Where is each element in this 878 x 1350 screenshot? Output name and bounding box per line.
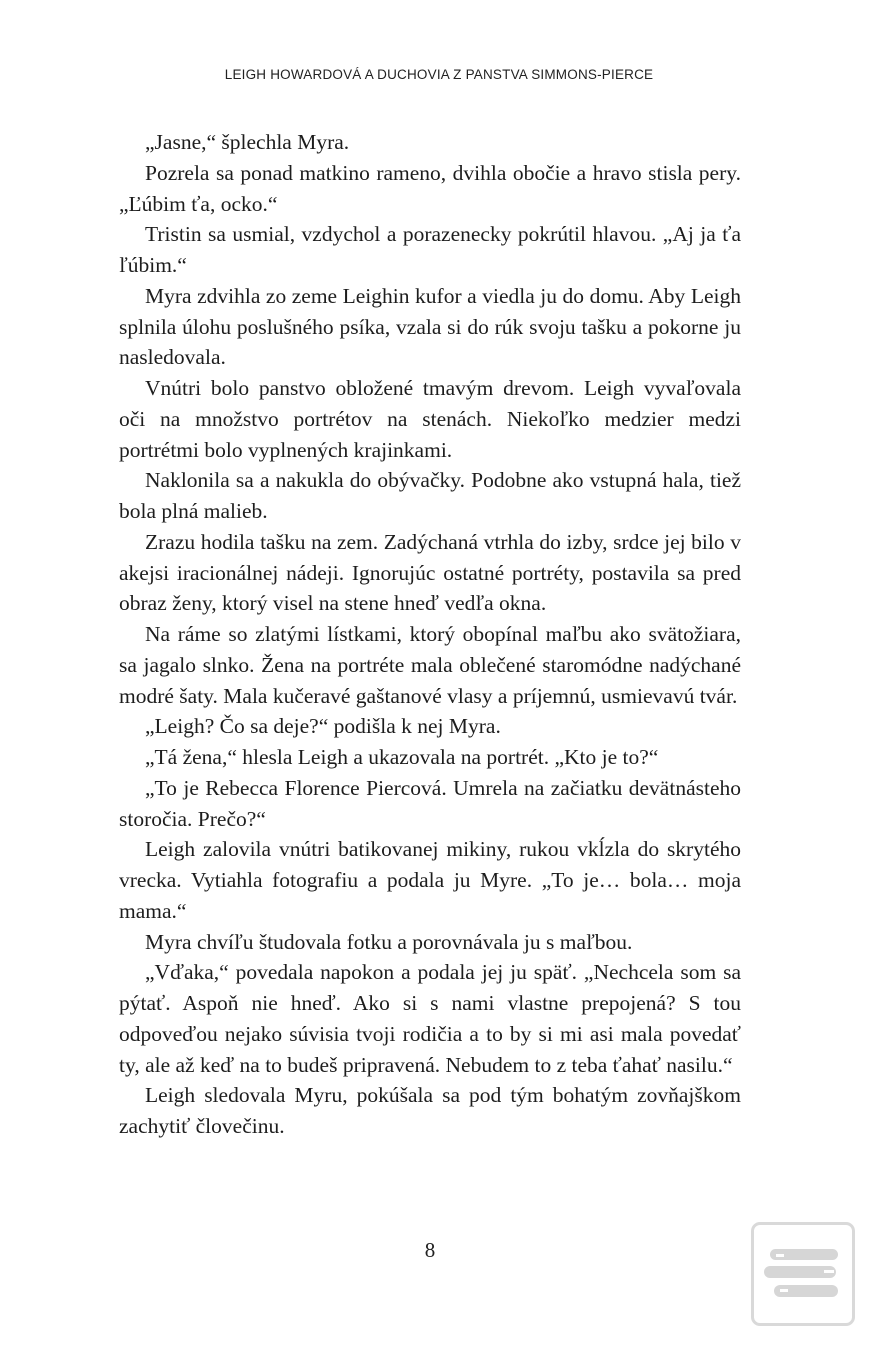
paragraph-14: „Vďaka,“ povedala napokon a podala jej ju späť. „Nechcela som sa pýtať. Aspoň nie hneď. Ako si s nami vlastne prepojená? S tou odpoveďou nejako súvisia tvoji rodičia a to by si mi asi mala povedať ty, ale až keď na to budeš pripravená. Nebudem to z teba ťahať nasilu.“ <box>119 960 741 1077</box>
paragraph-13: Myra chvíľu študovala fotku a porovnávala ju s maľbou. <box>145 929 633 954</box>
running-header: LEIGH HOWARDOVÁ A DUCHOVIA Z PANSTVA SIMMONS-PIERCE <box>224 67 654 82</box>
body-text <box>119 127 741 1142</box>
reader-badge[interactable] <box>751 1222 855 1326</box>
book-stack-icon <box>754 1225 852 1323</box>
paragraph-7: Zrazu hodila tašku na zem. Zadýchaná vtrhla do izby, srdce jej bilo v akejsi iracionálnej nádeji. Ignorujúc ostatné portréty, postavila sa pred obraz ženy, ktorý visel na stene hneď vedľa okna. <box>119 529 741 616</box>
paragraph-1: „Jasne,“ šplechla Myra. <box>145 130 350 154</box>
paragraph-15: Leigh sledovala Myru, pokúšala sa pod tým bohatým zovňajškom zachytiť človečinu. <box>119 1083 741 1138</box>
paragraph-12: Leigh zalovila vnútri batikovanej mikiny, rukou vkĺzla do skrytého vrecka. Vytiahla fotografiu a podala ju Myre. „To je… bola… moja mama.“ <box>119 837 741 923</box>
paragraph-5: Vnútri bolo panstvo obložené tmavým drevom. Leigh vyvaľovala oči na množstvo portrétov na stenách. Niekoľko medzier medzi portrétmi bolo vyplnených krajinkami. <box>119 376 741 462</box>
paragraph-2: Pozrela sa ponad matkino rameno, dvihla obočie a hravo stisla pery. „Ľúbim ťa, ocko.“ <box>119 160 741 216</box>
paragraph-10: „Tá žena,“ hlesla Leigh a ukazovala na portrét. „Kto je to?“ <box>145 745 659 769</box>
paragraph-11: „To je Rebecca Florence Piercová. Umrela na začiatku devätnásteho storočia. Prečo?“ <box>119 775 741 831</box>
paragraph-4: Myra zdvihla zo zeme Leighin kufor a viedla ju do domu. Aby Leigh splnila úlohu poslušného psíka, vzala si do rúk svoju tašku a pokorne ju nasledovala. <box>119 283 741 370</box>
paragraph-9: „Leigh? Čo sa deje?“ podišla k nej Myra. <box>145 714 501 739</box>
paragraph-6: Naklonila sa a nakukla do obývačky. Podobne ako vstupná hala, tiež bola plná malieb. <box>119 468 741 523</box>
page-number: 8 <box>424 1238 436 1262</box>
paragraph-8: Na ráme so zlatými lístkami, ktorý obopínal maľbu ako svätožiara, sa jagalo slnko. Žena na portréte mala oblečené staromódne nadýchané modré šaty. Mala kučeravé gaštanové vlasy a príjemnú, usmievavú tvár. <box>119 622 741 708</box>
paragraph-3: Tristin sa usmial, vzdychol a porazenecky pokrútil hlavou. „Aj ja ťa ľúbim.“ <box>119 222 741 277</box>
